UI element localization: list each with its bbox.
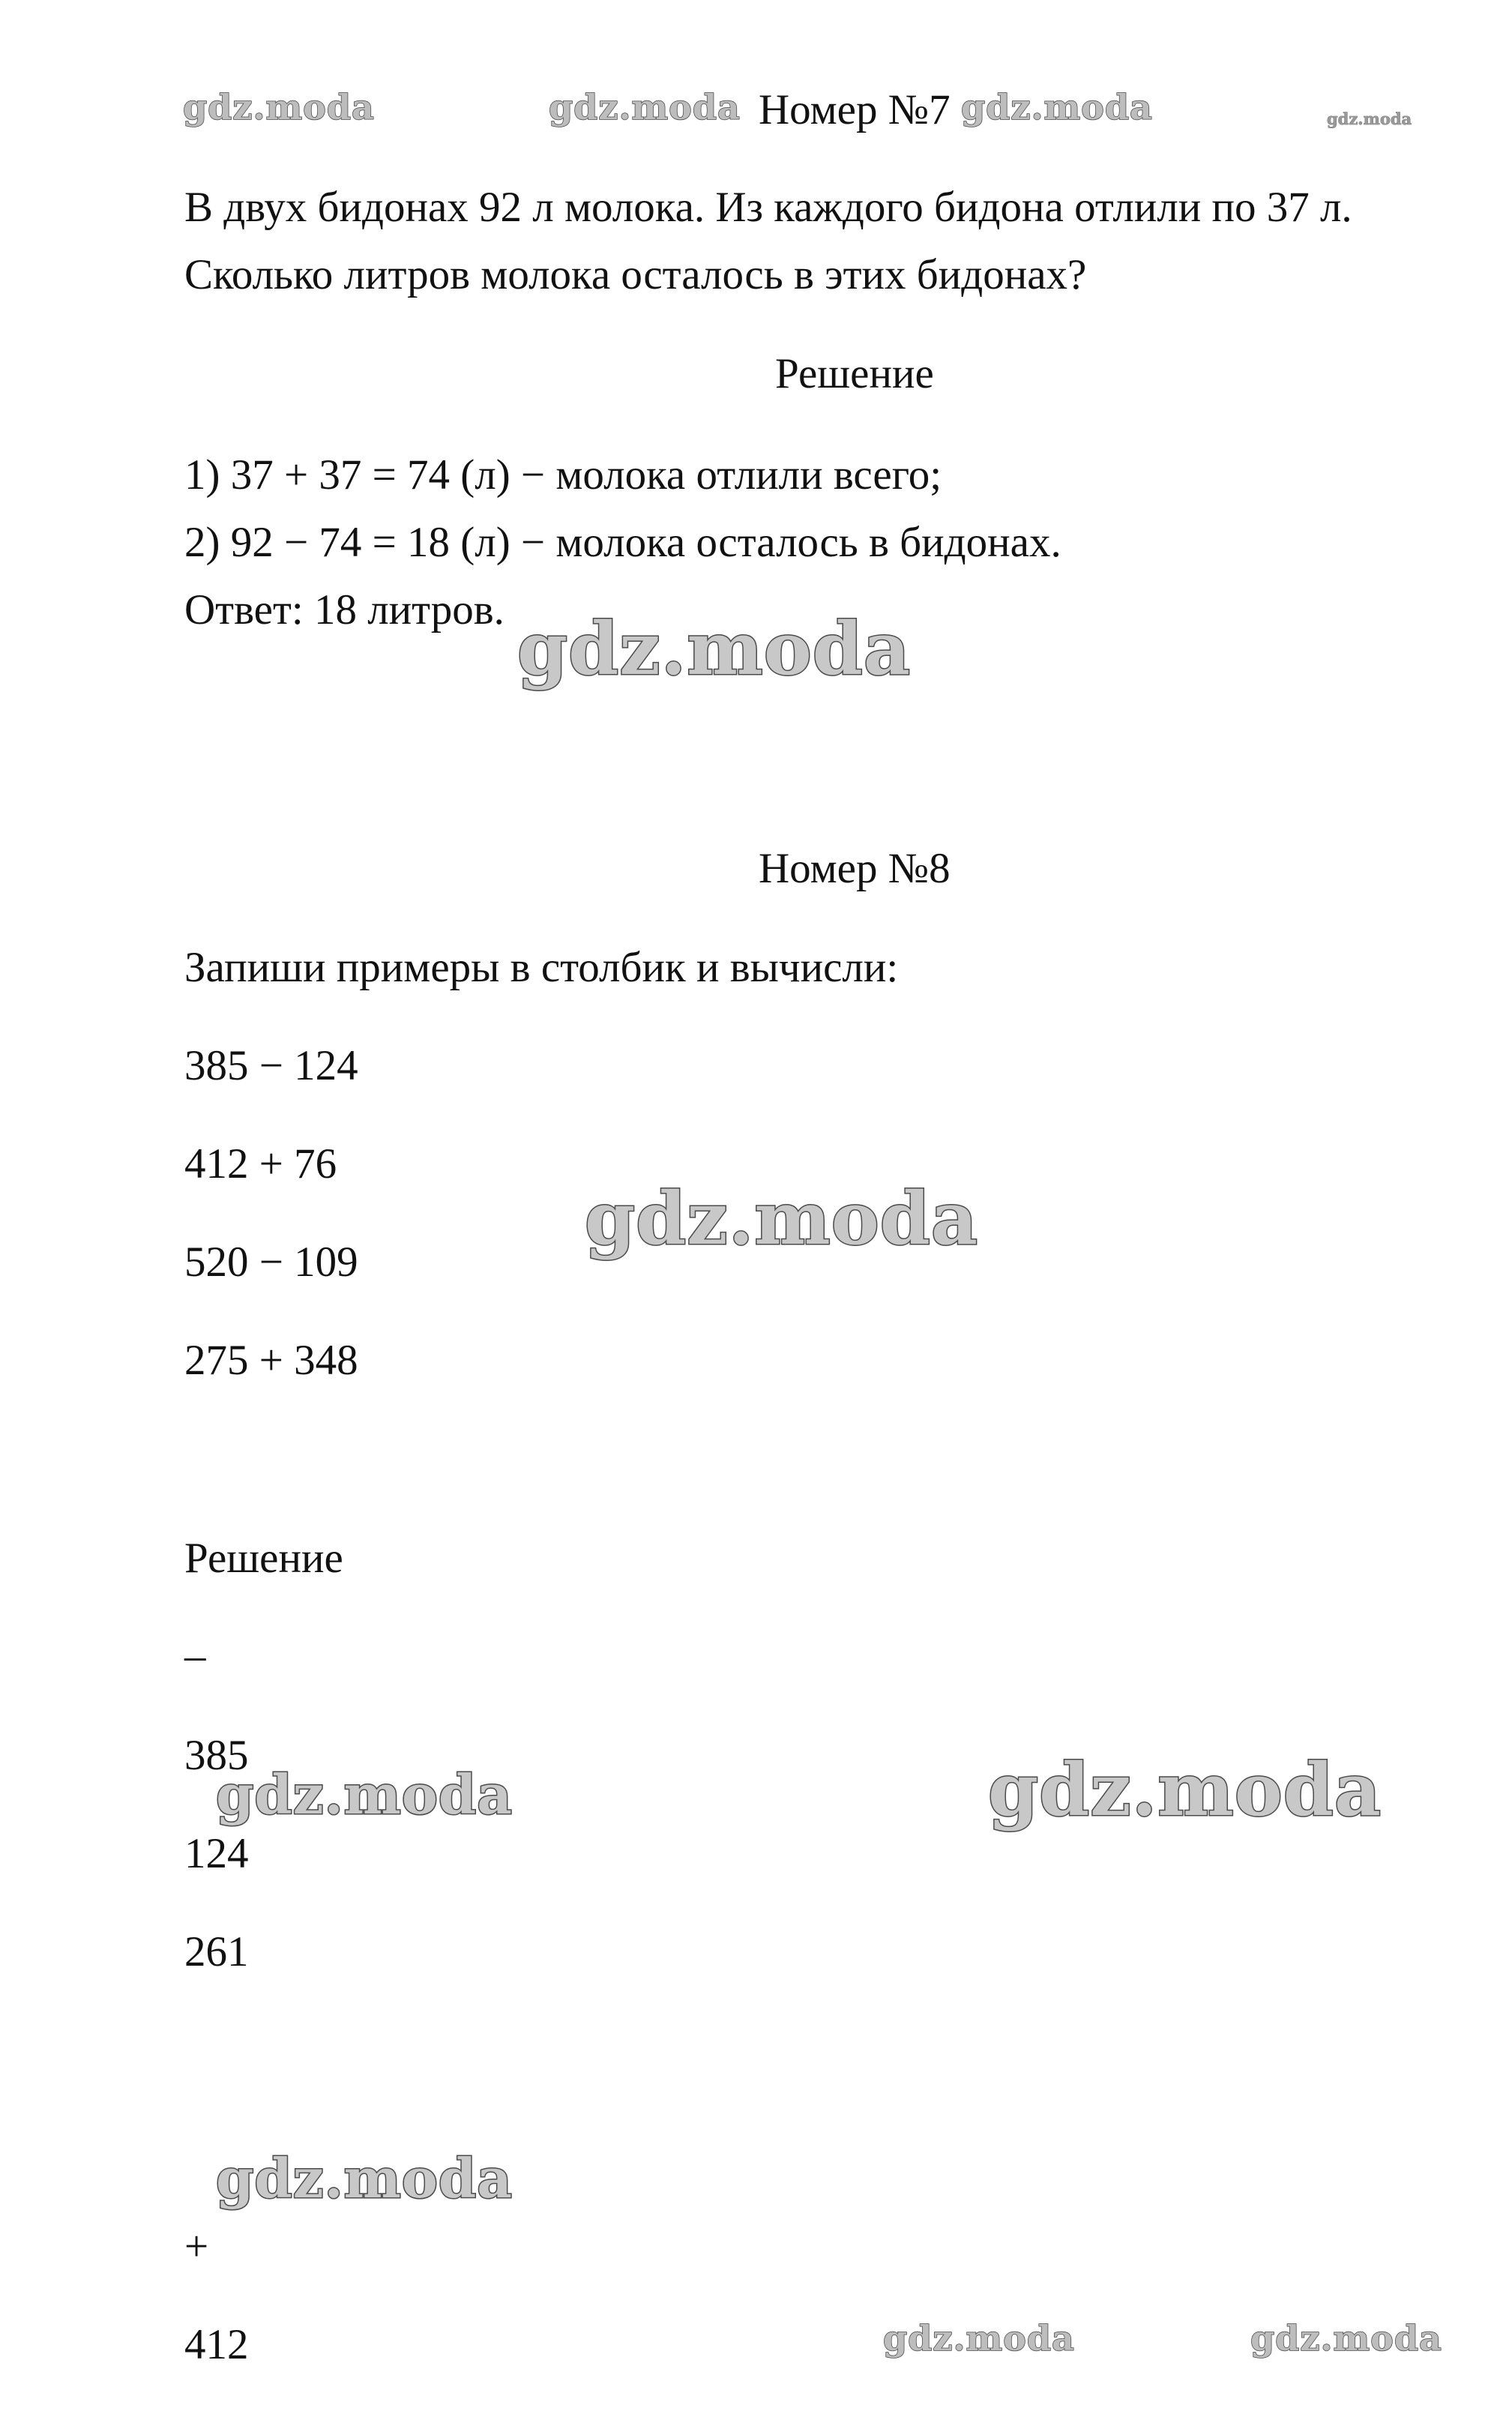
watermark: gdz.moda	[988, 1748, 1382, 1832]
problem7-step-2: 2) 92 − 74 = 18 (л) − молока осталось в бидонах.	[184, 519, 1061, 566]
watermark: gdz.moda	[1327, 109, 1412, 128]
watermark: gdz.moda	[961, 87, 1153, 127]
watermark: gdz.moda	[216, 2146, 513, 2210]
watermark: gdz.moda	[517, 606, 912, 691]
watermark: gdz.moda	[883, 2318, 1075, 2359]
problem8-title: Номер №8	[759, 845, 951, 892]
problem7-solution-heading: Решение	[775, 350, 934, 397]
problem8-example-1: 385 − 124	[184, 1042, 358, 1089]
watermark: gdz.moda	[216, 1763, 513, 1826]
column2-top: 412	[184, 2321, 249, 2368]
problem8-example-2: 412 + 76	[184, 1140, 337, 1188]
problem8-task: Запиши примеры в столбик и вычисли:	[184, 944, 899, 991]
problem7-text-line-2: Сколько литров молока осталось в этих бидонах?	[184, 251, 1087, 298]
watermark: gdz.moda	[585, 1176, 979, 1261]
watermark: gdz.moda	[1250, 2318, 1442, 2359]
watermark: gdz.moda	[549, 87, 741, 127]
problem7-step-1: 1) 37 + 37 = 74 (л) − молока отлили всего;	[184, 451, 942, 499]
problem7-answer: Ответ: 18 литров.	[184, 586, 504, 633]
column1-sign: –	[184, 1632, 206, 1679]
column1-result: 261	[184, 1928, 249, 1975]
problem7-title: Номер №7	[759, 86, 951, 133]
problem8-example-4: 275 + 348	[184, 1337, 358, 1384]
column1-top: 385	[184, 1732, 249, 1779]
watermark: gdz.moda	[183, 87, 375, 127]
problem8-example-3: 520 − 109	[184, 1238, 358, 1286]
problem7-text-line-1: В двух бидонах 92 л молока. Из каждого бидона отлили по 37 л.	[184, 184, 1352, 231]
column2-sign: +	[184, 2223, 209, 2270]
column1-bottom: 124	[184, 1830, 249, 1877]
problem8-solution-heading: Решение	[184, 1535, 343, 1582]
